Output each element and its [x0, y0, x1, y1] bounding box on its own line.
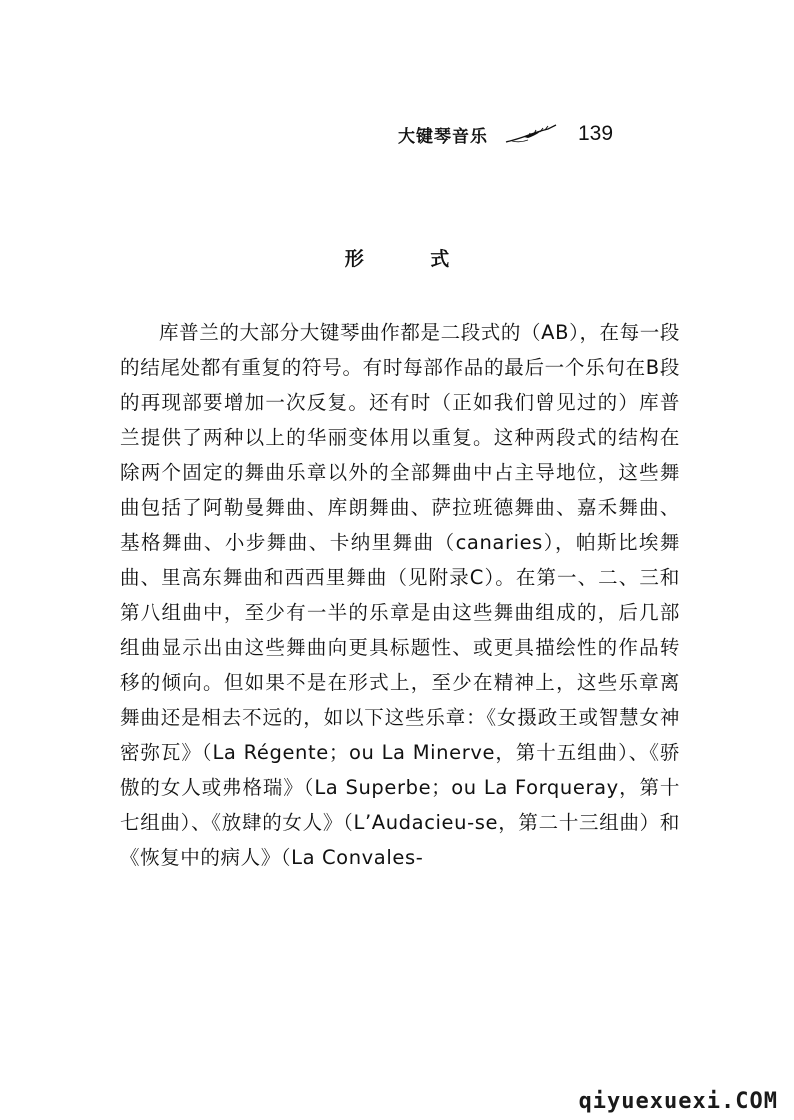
- body-paragraph: 库普兰的大部分大键琴曲作都是二段式的（AB），在每一段的结尾处都有重复的符号。有时每部作品的最后一个乐句在B段的再现部要增加一次反复。还有时（正如我们曾见过的）库普兰提供了两种以上的华丽变体用以重复。这种两段式的结构在除两个固定的舞曲乐章以外的全部舞曲中占主导地位，这些舞曲包括了阿勒曼舞曲、库朗舞曲、萨拉班德舞曲、嘉禾舞曲、基格舞曲、小步舞曲、卡纳里舞曲（canaries），帕斯比埃舞曲、里高东舞曲和西西里舞曲（见附录C）。在第一、二、三和第八组曲中，至少有一半的乐章是由这些舞曲组成的，后几部组曲显示出由这些舞曲向更具标题性、或更具描绘性的作品转移的倾向。但如果不是在形式上，至少在精神上，这些乐章离舞曲还是相去不远的，如以下这些乐章：《女摄政王或智慧女神密弥瓦》（La Régente；ou La Minerve，第十五组曲）、《骄傲的女人或弗格瑞》（La Superbe；ou La Forqueray，第十七组曲）、《放肆的女人》（L’Audacieu-se，第二十三组曲）和《恢复中的病人》（La Convales-: [120, 321, 680, 869]
- ornament-icon: [504, 123, 558, 145]
- watermark: qiyuexuexi.COM: [578, 1089, 778, 1114]
- section-title: 形 式: [344, 248, 480, 270]
- running-header: [398, 118, 613, 150]
- running-title: 大键琴音乐: [398, 126, 488, 147]
- page-number: 139: [578, 122, 614, 145]
